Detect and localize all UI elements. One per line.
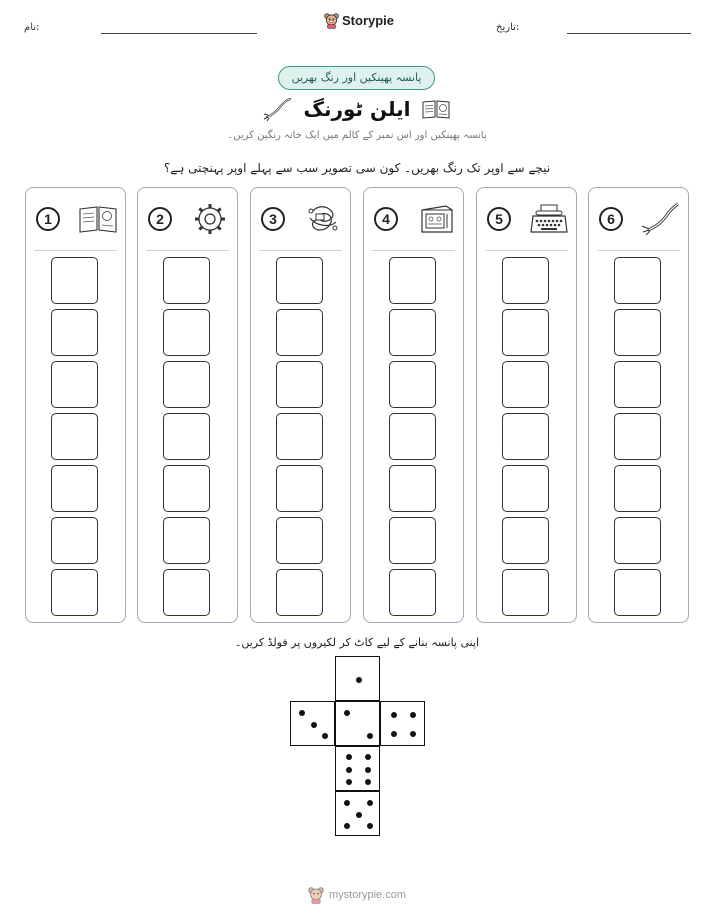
bear-mascot-icon: [308, 886, 324, 904]
coloring-cell[interactable]: [389, 465, 436, 512]
footer-url: mystorypie.com: [328, 889, 407, 901]
dice-pip: [365, 779, 371, 785]
dice-pip: [356, 677, 362, 683]
dice-pip: [367, 733, 373, 739]
dice-pip: [410, 712, 416, 718]
dice-pip: [410, 731, 416, 737]
coloring-cell[interactable]: [51, 517, 98, 564]
dice-pip: [356, 812, 362, 818]
coloring-cell[interactable]: [614, 465, 661, 512]
column-number: 5: [487, 207, 511, 231]
coloring-cell[interactable]: [163, 517, 210, 564]
dice-pip: [367, 800, 373, 806]
coloring-cell[interactable]: [163, 257, 210, 304]
coloring-cell[interactable]: [276, 257, 323, 304]
column-3: [250, 187, 351, 623]
coloring-cell[interactable]: [614, 257, 661, 304]
column-number: 6: [599, 207, 623, 231]
gear-icon: [189, 202, 231, 236]
dice-pip: [391, 731, 397, 737]
date-line[interactable]: [567, 33, 691, 34]
column-number: 1: [36, 207, 60, 231]
cable-icon: [640, 202, 682, 236]
dice-face-4: [380, 701, 425, 746]
column-4: [363, 187, 464, 623]
coloring-cell[interactable]: [614, 309, 661, 356]
column-header: [597, 202, 682, 236]
coloring-cell[interactable]: [163, 309, 210, 356]
column-divider: [597, 250, 680, 251]
bear-mascot-icon: [324, 12, 339, 29]
open-book-icon: [77, 202, 119, 236]
dice-face-6: [335, 746, 380, 791]
coloring-cell[interactable]: [389, 517, 436, 564]
coloring-cell[interactable]: [51, 309, 98, 356]
coloring-cell[interactable]: [389, 413, 436, 460]
column-header: [259, 202, 344, 236]
date-label: تاریخ:: [496, 22, 520, 33]
coloring-cell[interactable]: [614, 569, 661, 616]
open-book-icon: [421, 98, 451, 120]
dice-face-2: [335, 701, 380, 746]
dice-pip: [346, 767, 352, 773]
coloring-cell[interactable]: [389, 361, 436, 408]
storypie-logo: [324, 12, 394, 29]
coloring-cell[interactable]: [502, 361, 549, 408]
dice-pip: [299, 710, 305, 716]
dice-face-1: [335, 656, 380, 701]
coloring-cell[interactable]: [276, 569, 323, 616]
coloring-cell[interactable]: [502, 465, 549, 512]
dice-pip: [346, 779, 352, 785]
dice-pip: [365, 754, 371, 760]
tangled-wires-icon: [302, 202, 344, 236]
coloring-cell[interactable]: [276, 413, 323, 460]
dice-pip: [311, 722, 317, 728]
coloring-cell[interactable]: [276, 517, 323, 564]
coloring-cell[interactable]: [614, 517, 661, 564]
column-divider: [485, 250, 568, 251]
dice-pip: [344, 823, 350, 829]
dice-pip: [322, 733, 328, 739]
dice-pip: [367, 823, 373, 829]
column-divider: [372, 250, 455, 251]
coloring-cell[interactable]: [51, 413, 98, 460]
title-row: [0, 94, 714, 124]
coloring-cell[interactable]: [276, 465, 323, 512]
column-divider: [146, 250, 229, 251]
coloring-cell[interactable]: [389, 309, 436, 356]
subtitle: پانسہ پھینکیں اور اس نمبر کے کالم میں ایک خانہ رنگین کریں۔: [227, 130, 487, 141]
column-5: [476, 187, 577, 623]
column-2: [137, 187, 238, 623]
dice-face-3: [290, 701, 335, 746]
column-header: [485, 202, 570, 236]
dice-pip: [391, 712, 397, 718]
coloring-cell[interactable]: [51, 361, 98, 408]
column-divider: [259, 250, 342, 251]
coloring-cell[interactable]: [502, 569, 549, 616]
cable-icon: [263, 97, 293, 121]
coloring-cell[interactable]: [163, 361, 210, 408]
coloring-cell[interactable]: [614, 361, 661, 408]
column-header: [34, 202, 119, 236]
column-divider: [34, 250, 117, 251]
footer: [0, 884, 714, 906]
coloring-cell[interactable]: [502, 309, 549, 356]
coloring-cell[interactable]: [502, 517, 549, 564]
dice-pip: [344, 800, 350, 806]
coloring-cell[interactable]: [276, 361, 323, 408]
coloring-cell[interactable]: [51, 569, 98, 616]
coloring-cell[interactable]: [389, 257, 436, 304]
coloring-cell[interactable]: [163, 413, 210, 460]
column-1: [25, 187, 126, 623]
coloring-cell[interactable]: [276, 309, 323, 356]
dice-pip: [344, 710, 350, 716]
instruction-text: نیچے سے اوپر تک رنگ بھریں۔ کون سی تصویر سب سے پہلے اوپر پہنچتی ہے؟: [163, 161, 551, 175]
cipher-machine-icon: [415, 202, 457, 236]
coloring-cell[interactable]: [502, 413, 549, 460]
column-6: [588, 187, 689, 623]
column-header: [372, 202, 457, 236]
dice-pip: [346, 754, 352, 760]
name-label: نام:: [24, 22, 40, 33]
dice-face-5: [335, 791, 380, 836]
coloring-cell[interactable]: [163, 569, 210, 616]
column-number: 3: [261, 207, 285, 231]
banner-pill: پانسہ پھینکیں اور رنگ بھریں: [278, 66, 435, 90]
logo-text: Storypie: [342, 13, 395, 28]
typewriter-icon: [528, 202, 570, 236]
cut-instruction: اپنی پانسہ بنانے کے لیے کاٹ کر لکیروں پر فولڈ کریں۔: [234, 636, 480, 649]
coloring-cell[interactable]: [51, 257, 98, 304]
column-number: 2: [148, 207, 172, 231]
coloring-cell[interactable]: [614, 413, 661, 460]
page-title: ایلن ٹورنگ: [303, 97, 411, 121]
coloring-cell[interactable]: [163, 465, 210, 512]
name-line[interactable]: [101, 33, 257, 34]
column-header: [146, 202, 231, 236]
coloring-cell[interactable]: [502, 257, 549, 304]
dice-pip: [365, 767, 371, 773]
coloring-cell[interactable]: [51, 465, 98, 512]
dice-net: [290, 656, 424, 836]
column-number: 4: [374, 207, 398, 231]
coloring-cell[interactable]: [389, 569, 436, 616]
